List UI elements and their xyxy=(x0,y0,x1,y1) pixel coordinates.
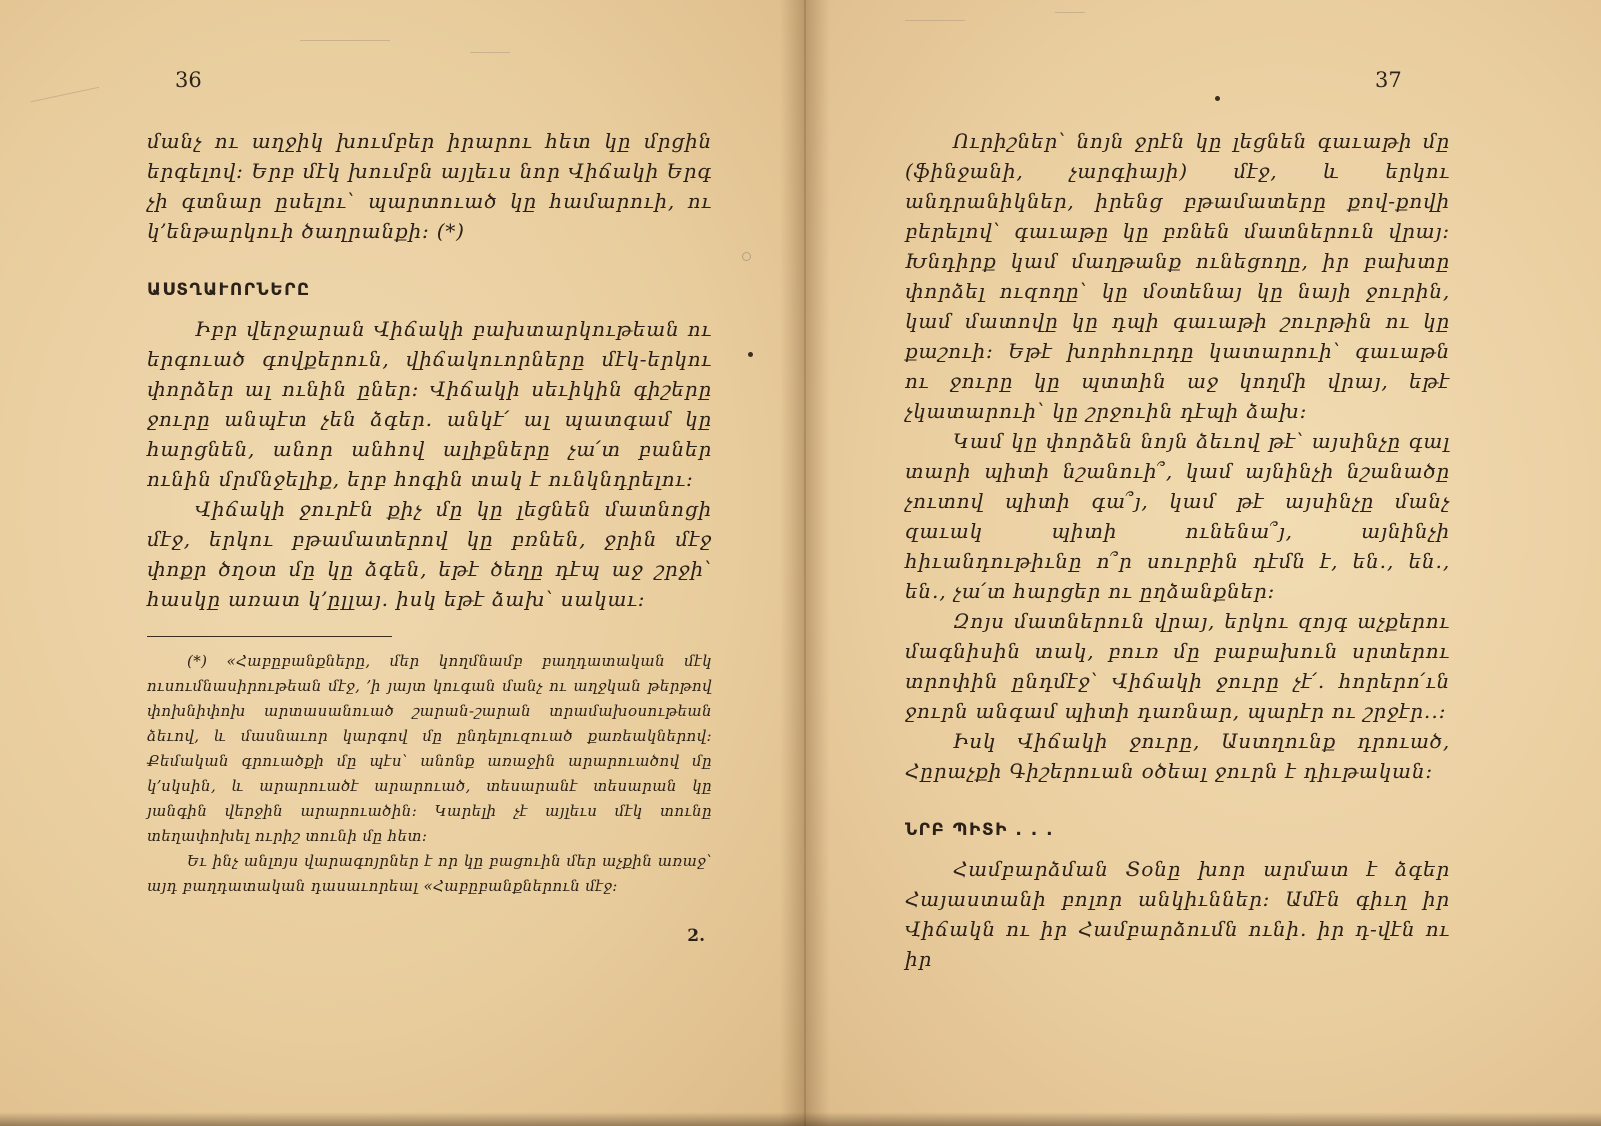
section-heading-astghavornere: ԱՍՏՂԱՒՈՐՆԵՐԸ xyxy=(147,280,311,300)
page-number-right: 37 xyxy=(1375,68,1402,92)
body-paragraph: Իբր վերջարան Վիճակի բախտարկութեան ու երգուած գովքերուն, վիճակուորները մէկ-երկու փորձեր ալ ունին ըներ։ Վիճակի սեւիկին գիշերը ջուրը անպէտ չեն ձգեր․ անկէ՛ ալ պատգամ կը հարցնեն, անոր անհով ալիքները չա՛տ բաներ ունին մրմնջելիք, երբ հոգին տակ է ունկնդրելու։ xyxy=(147,317,712,491)
page-bottom-edge xyxy=(0,1112,1601,1126)
paper-scratch xyxy=(470,52,510,53)
paper-scratch xyxy=(31,87,100,103)
section-heading-nrb-piti: ՆՐԲ ՊԻՏԻ . . . xyxy=(905,820,1055,840)
paper-scratch xyxy=(1055,12,1085,13)
paper-scratch xyxy=(300,40,390,41)
ink-dot xyxy=(1215,96,1220,101)
page-number-left: 36 xyxy=(175,68,202,92)
opening-paragraph: մանչ ու աղջիկ խումբեր իրարու հետ կը մրցին երգելով։ Երբ մէկ խումբն այլեւս նոր Վիճակի Երգ չի գտնար ըսելու՝ պարտուած կը համարուի, ու կ՚ենթարկուի ծաղրանքի։ (*) xyxy=(147,129,712,243)
footnote xyxy=(147,649,712,899)
right-page xyxy=(805,0,1601,1126)
closing-paragraph: Համբարձման Տօնը խոր արմատ է ձգեր Հայաստանի բոլոր անկիւններ։ Ամէն գիւղ իր Վիճակն ու իր Համբարձումն ունի․ իր դ-վէն ու իր xyxy=(905,857,1450,971)
footnote-paragraph: (*) «Հաբըբանքները, մեր կողմնամբ բաղդատական մէկ ուսումնասիրութեան մէջ, ՚ի յայտ կուգան մանչ ու աղջկան թերթով փոխնիփոխ արտասանուած շարան-շարան տրամախօսութեան ձեւով, և մասնաւոր կարգով մը ընդելուզուած քառեակներով։ Քեմական գրուածքի մը պէս՝ անոնք առաջին արարուածով մը կ՚սկսին, և արարուածէ արարուած, տեսարանէ տեսարան կը յանգին վերջին արարուածին։ Կարելի չէ այլեւս մէկ տունը տեղափոխել ուրիշ տունի մը հետ։ xyxy=(147,652,712,845)
footnote-paragraph: Եւ ինչ անլոյս վարագոյրներ է որ կը բացուին մեր աչքին առաջ՝ այդ բաղդատական դասաւորեալ «Հաբըբանքներուն մէջ։ xyxy=(147,852,712,895)
signature-mark: 2. xyxy=(687,926,705,946)
paper-blemish xyxy=(742,252,751,261)
body-paragraph: Կամ կը փորձեն նոյն ձեւով թէ՝ այսինչը գալ տարի պիտի նշանուի՞, կամ այնինչի նշանածը չուտով պիտի գա՞յ, կամ թէ այսինչը մանչ զաւակ պիտի ունենա՞յ, այնինչի հիւանդութիւնը ո՞ր սուրբին դէմն է, են․, են․, են․, չա՛տ հարցեր ու ըղձանքներ։ xyxy=(905,429,1450,603)
body-paragraph: Զոյս մատներուն վրայ, երկու զոյգ աչքերու մագնիսին տակ, բուռ մը բաբախուն սրտերու տրոփին ընդմէջ՝ Վիճակի ջուրը չէ՛․ հորերո՛ւն ջուրն անգամ պիտի դառնար, պարէր ու շրջէր․․։ xyxy=(905,609,1450,723)
ink-dot xyxy=(748,352,753,357)
right-page-content xyxy=(905,126,1450,974)
body-paragraph: Վիճակի ջուրէն քիչ մը կը լեցնեն մատնոցի մէջ, երկու բթամատերով կը բռնեն, ջրին մէջ փոքր ծղօտ մը կը ձգեն, եթէ ծեղը դէպ աջ շրջի՝ հասկը առատ կ՚ըլլայ․ իսկ եթէ ձախ՝ սակաւ։ xyxy=(147,497,712,611)
footnote-divider xyxy=(147,636,392,637)
paper-scratch xyxy=(905,20,965,21)
body-paragraph: Ուրիշներ՝ նոյն ջրէն կը լեցնեն գաւաթի մը (ֆինջանի, չարգիայի) մէջ, և երկու անդրանիկներ, իրենց բթամատերը քով-քովի բերելով՝ գաւաթը կը բռնեն մատներուն վրայ։ Խնդիրք կամ մաղթանք ունեցողը, իր բախտը փորձել ուզողը՝ կը մօտենայ կը նայի ջուրին, կամ մատովը կը դպի գաւաթի շուրթին ու կը քաշուի։ Եթէ խորհուրդը կատարուի՝ գաւաթն ու ջուրը կը պտտին աջ կողմի վրայ, եթէ չկատարուի՝ կը շրջուին դէպի ձախ։ xyxy=(905,129,1450,423)
body-paragraph: Իսկ Վիճակի ջուրը, Աստղունք դրուած, Հըրաչքի Գիշերուան օծեալ ջուրն է դիւթական։ xyxy=(905,729,1450,783)
left-page-content xyxy=(147,126,712,899)
